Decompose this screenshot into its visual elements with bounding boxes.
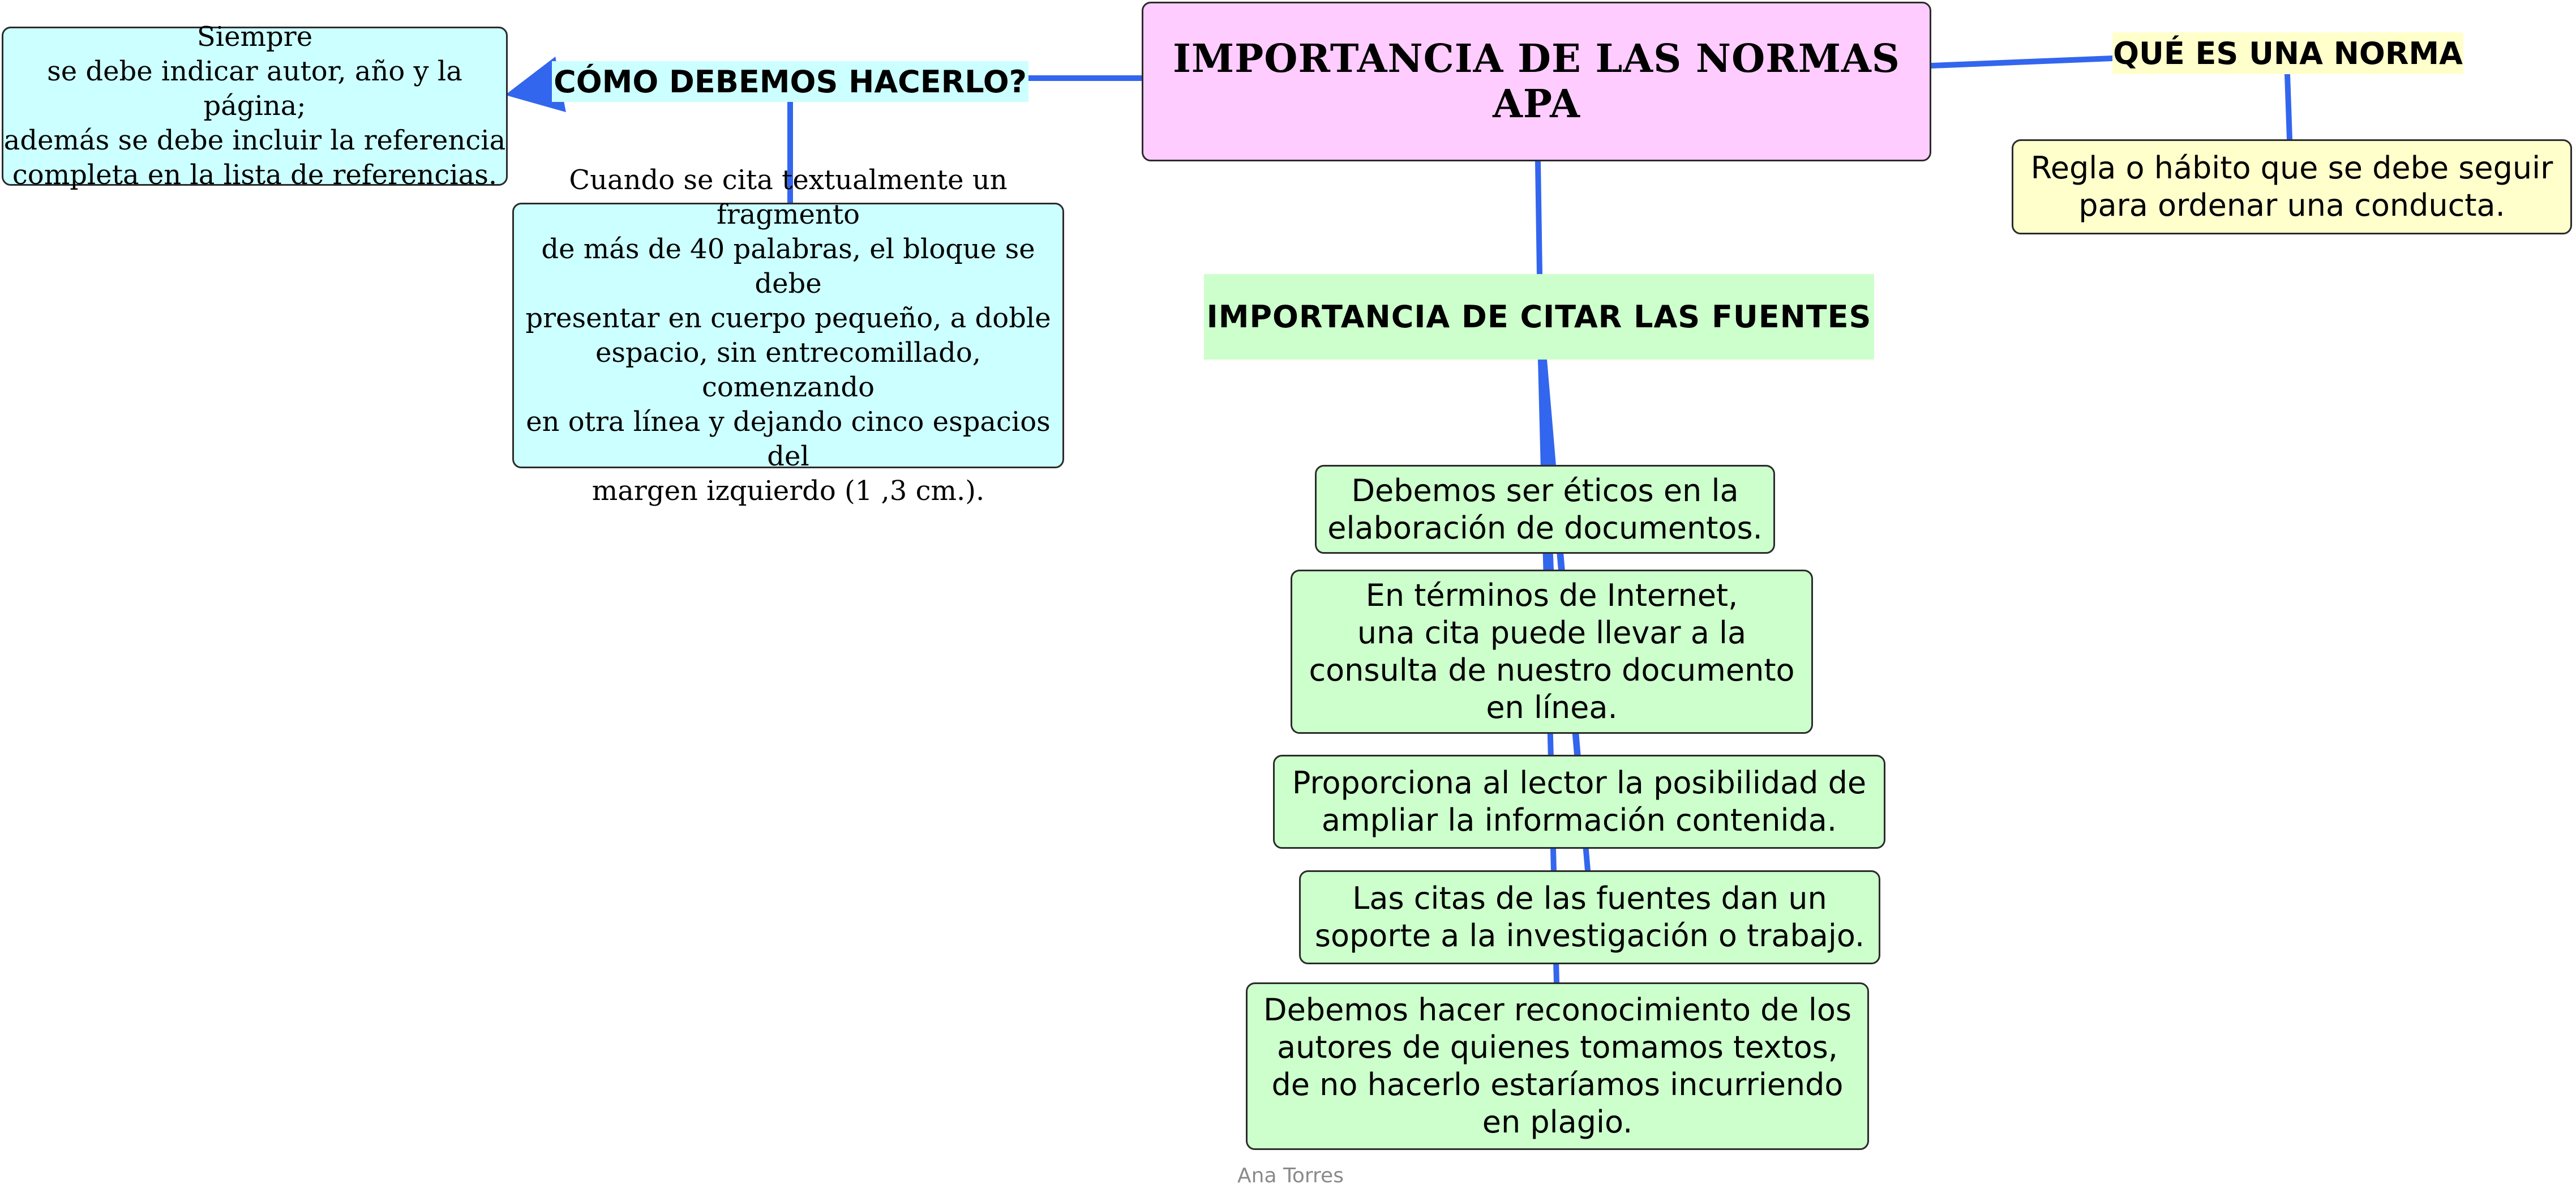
cite-sources-node: IMPORTANCIA DE CITAR LAS FUENTES xyxy=(1204,274,1874,360)
how-to-detail-siempre: Siempre se debe indicar autor, año y la página; además se debe incluir la referencia completa en la lista de referencias. xyxy=(2,27,508,186)
cite-reason-support: Las citas de las fuentes dan un soporte a la investigación o trabajo. xyxy=(1299,870,1880,964)
cite-reason-ethics: Debemos ser éticos en la elaboración de documentos. xyxy=(1315,465,1775,554)
link-main-to-cite xyxy=(1538,161,1540,274)
how-to-detail-block-quote: Cuando se cita textualmente un fragmento de más de 40 palabras, el bloque se debe presentar en cuerpo pequeño, a doble espacio, sin entrecomillado, comenzando en otra línea y dejando cinco espacios del margen izquierdo (1 ,3 cm.). xyxy=(512,203,1064,468)
cite-reason-plagiarism: Debemos hacer reconocimiento de los autores de quienes tomamos textos, de no hacerlo estaríamos incurriendo en plagio. xyxy=(1246,982,1869,1150)
link-how-to-siempre xyxy=(516,86,552,93)
link-what-to-regla xyxy=(2287,74,2290,139)
cite-reason-reader: Proporciona al lector la posibilidad de ampliar la información contenida. xyxy=(1273,755,1885,849)
norm-definition-node: Regla o hábito que se debe seguir para ordenar una conducta. xyxy=(2012,139,2572,234)
what-is-norm-node: QUÉ ES UNA NORMA xyxy=(2112,32,2463,74)
link-main-to-what xyxy=(1931,58,2112,66)
cite-reason-internet: En términos de Internet, una cita puede llevar a la consulta de nuestro documento en línea. xyxy=(1291,570,1813,734)
how-to-node: CÓMO DEBEMOS HACERLO? xyxy=(552,61,1028,102)
main-topic-node: IMPORTANCIA DE LAS NORMAS APA xyxy=(1142,2,1931,161)
author-credit: Ana Torres xyxy=(1237,1164,1344,1187)
